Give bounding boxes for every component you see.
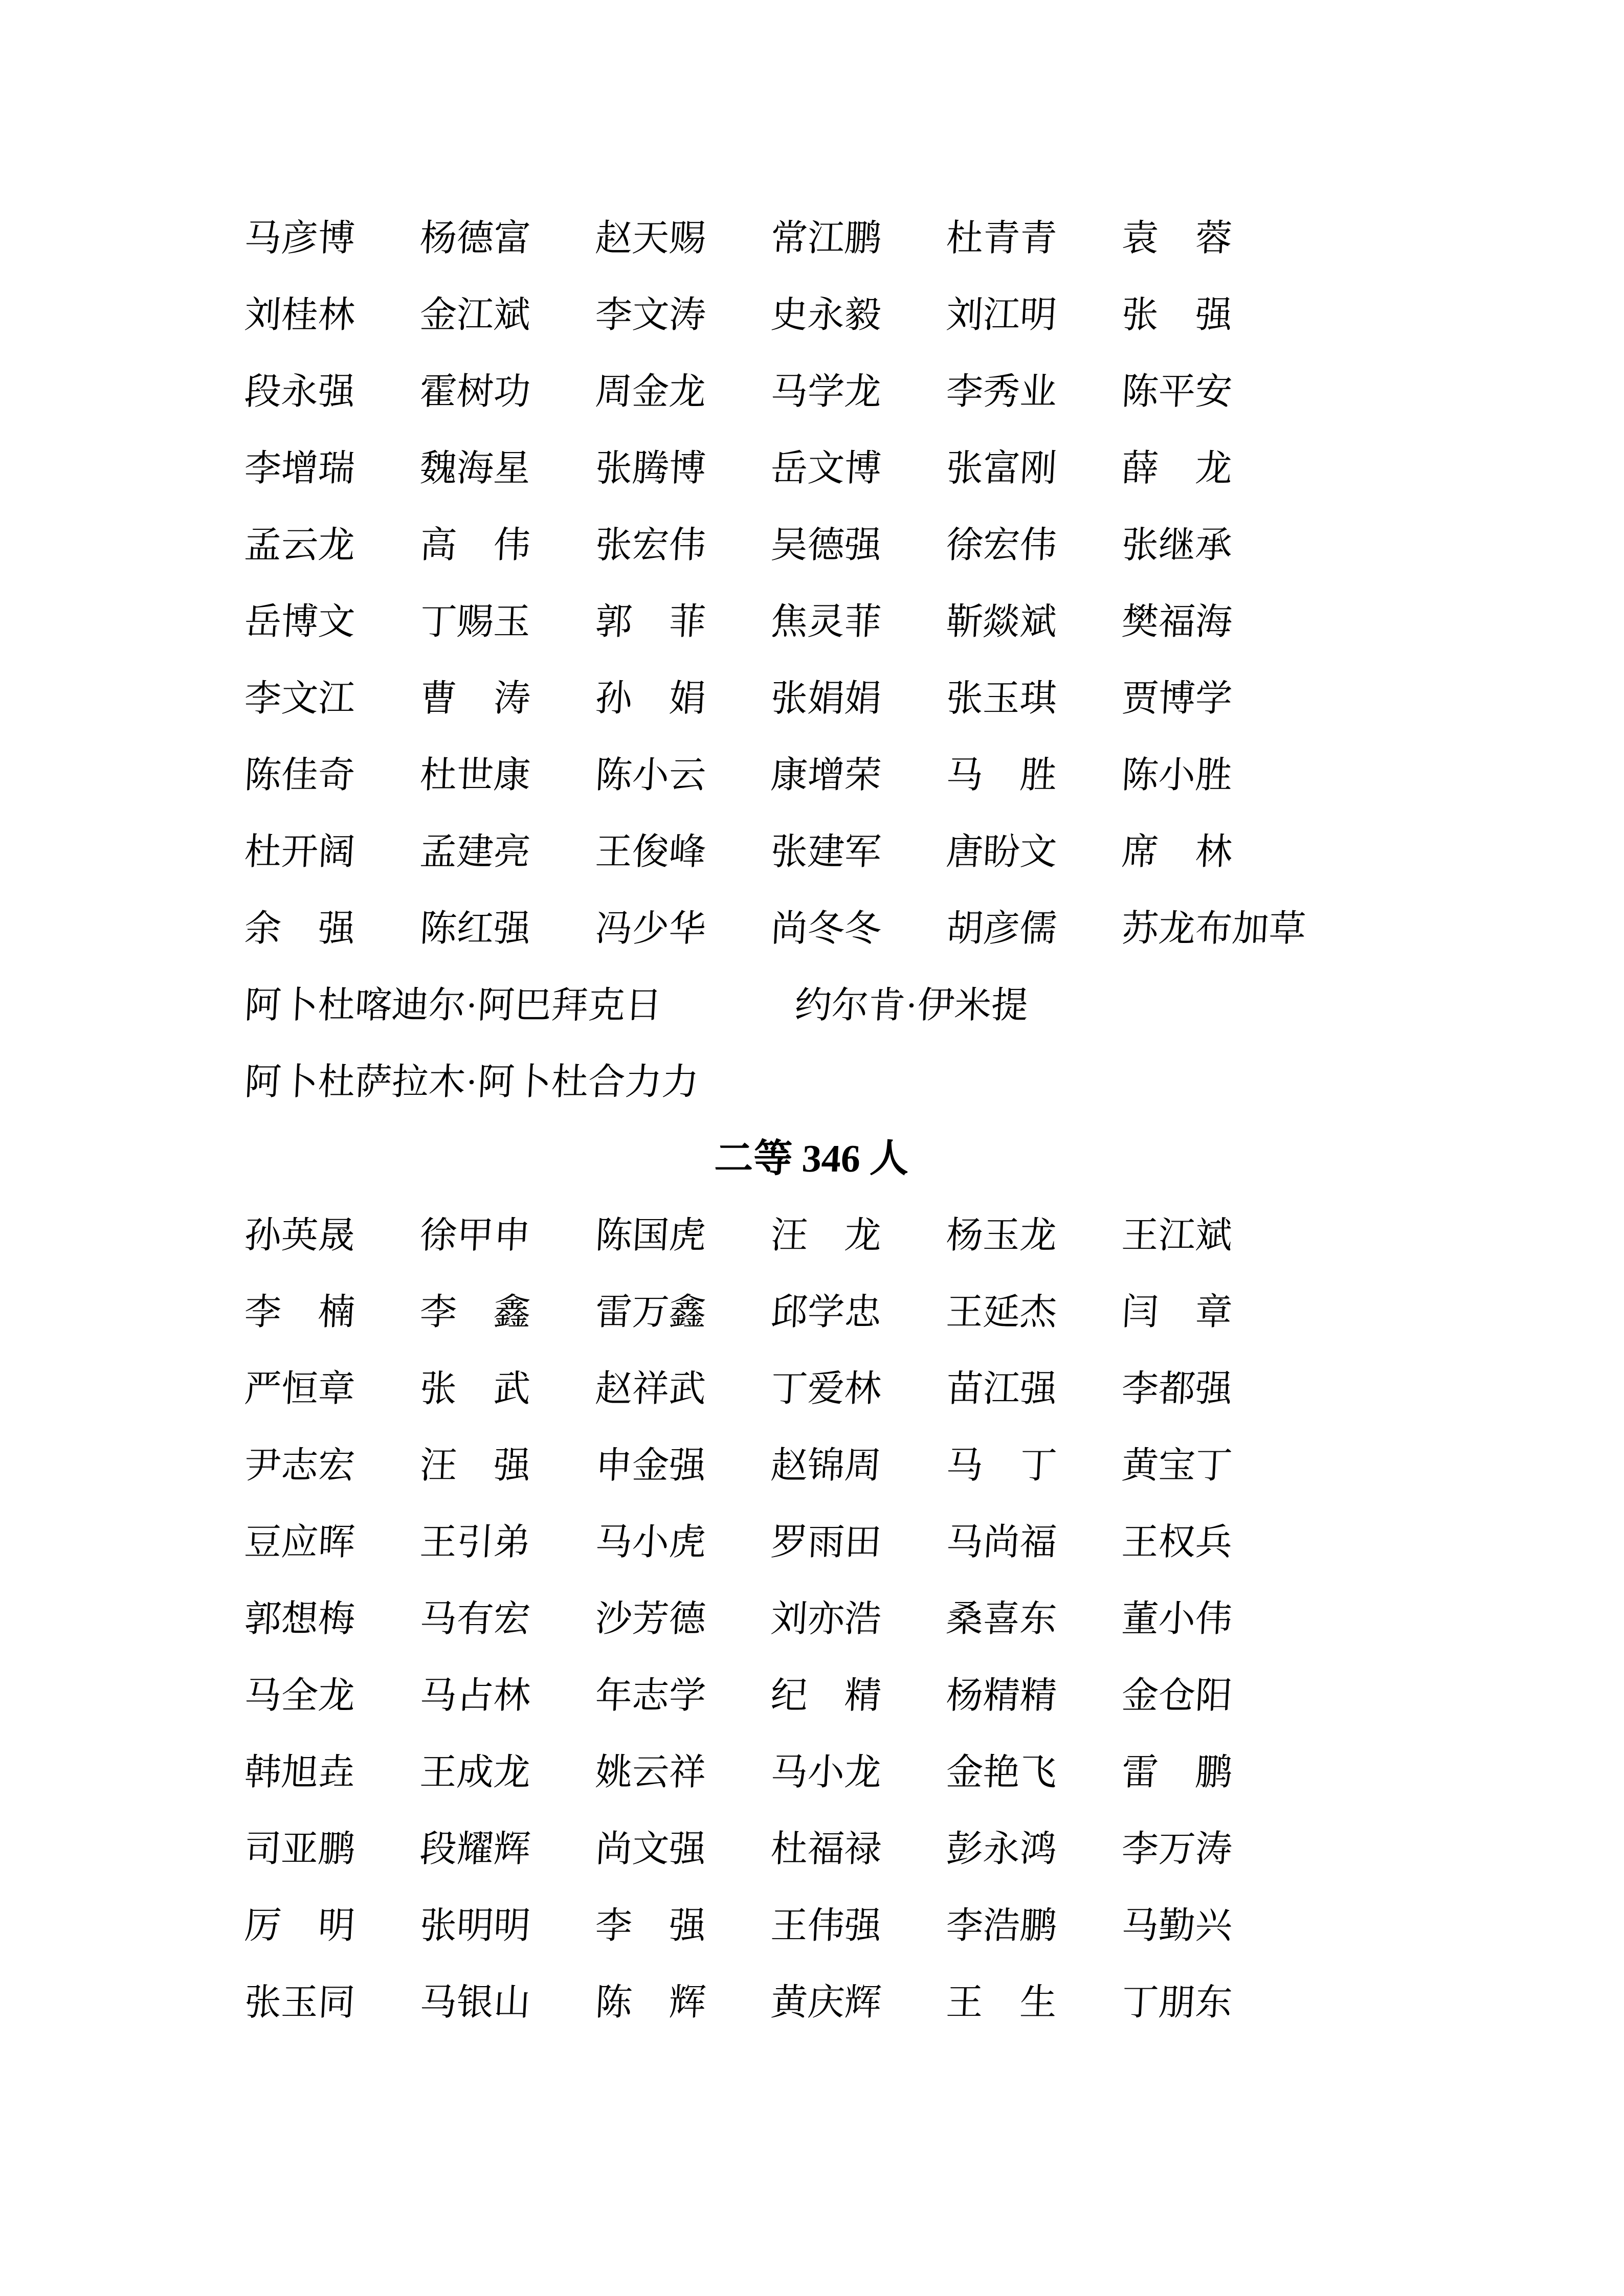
- person-name: 刘亦浩: [769, 1599, 883, 1639]
- name-row: [242, 353, 1234, 430]
- person-name: 段耀辉: [418, 1829, 532, 1870]
- person-name: 王成龙: [418, 1752, 532, 1793]
- person-name: 李文江: [243, 678, 357, 719]
- name-grid-top: [243, 200, 1307, 967]
- name-row: [242, 660, 1234, 737]
- name-row: [242, 1197, 1234, 1274]
- name-row: [242, 737, 1234, 814]
- person-name: 郭想梅: [243, 1599, 357, 1639]
- name-row: [242, 1964, 1234, 2041]
- person-name: 尹志宏: [243, 1445, 357, 1486]
- person-name: 孙 娟: [594, 678, 707, 719]
- person-name: 阿卜杜萨拉木·阿卜杜合力力: [243, 1062, 700, 1102]
- person-name: 陈佳奇: [243, 755, 357, 796]
- person-name: 贾博学: [1120, 678, 1234, 719]
- person-name: 张腾博: [594, 448, 707, 489]
- person-name: 马占林: [418, 1675, 532, 1716]
- section-heading: 二等 346 人: [713, 1137, 910, 1180]
- person-name: 豆应晖: [243, 1522, 357, 1563]
- person-name: 胡彦儒: [945, 908, 1058, 949]
- person-name: 魏海星: [418, 448, 532, 489]
- person-name: 李浩鹏: [945, 1905, 1058, 1946]
- person-name: 赵祥武: [594, 1368, 707, 1409]
- person-name: 常江鹏: [769, 218, 883, 259]
- person-name: 闫 章: [1120, 1292, 1234, 1333]
- person-name: 焦灵菲: [769, 601, 883, 642]
- person-name: 黄宝丁: [1120, 1445, 1234, 1486]
- name-row: [242, 277, 1234, 353]
- person-name: 马有宏: [418, 1599, 532, 1639]
- person-name: 王伟强: [769, 1905, 883, 1946]
- person-name: 陈小胜: [1120, 755, 1234, 796]
- person-name: 雷 鹏: [1120, 1752, 1234, 1793]
- person-name: 雷万鑫: [594, 1292, 707, 1333]
- person-name: 李增瑞: [243, 448, 357, 489]
- person-name: 沙芳德: [594, 1599, 707, 1639]
- person-name: 唐盼文: [945, 831, 1058, 872]
- section-heading-row: [242, 1120, 1234, 1197]
- person-name: 韩旭垚: [243, 1752, 357, 1793]
- person-name: 马全龙: [243, 1675, 357, 1716]
- person-name: 赵天赐: [594, 218, 707, 259]
- person-name: 桑喜东: [945, 1599, 1058, 1639]
- person-name: 吴德强: [769, 525, 883, 566]
- person-name: 阿卜杜喀迪尔·阿巴拜克日: [243, 985, 663, 1026]
- person-name: 王江斌: [1120, 1215, 1234, 1256]
- name-row: [242, 1274, 1234, 1350]
- person-name: 李 鑫: [418, 1292, 532, 1333]
- person-name: 张 武: [418, 1368, 532, 1409]
- person-name: 邱学忠: [769, 1292, 883, 1333]
- person-name: 杜福禄: [769, 1829, 883, 1870]
- person-name: 高 伟: [418, 525, 532, 566]
- person-name: 王俊峰: [594, 831, 707, 872]
- long-name-row: [242, 967, 1234, 1044]
- person-name: 马小龙: [769, 1752, 883, 1793]
- person-name: 张建军: [769, 831, 883, 872]
- person-name: 金江斌: [418, 295, 532, 335]
- person-name: 司亚鹏: [243, 1829, 357, 1870]
- person-name: 袁 蓉: [1120, 218, 1234, 259]
- person-name: 王引弟: [418, 1522, 532, 1563]
- person-name: 申金强: [594, 1445, 707, 1486]
- person-name: 张 强: [1120, 295, 1234, 335]
- name-row: [242, 1734, 1234, 1811]
- person-name: 丁爱林: [769, 1368, 883, 1409]
- person-name: 徐甲申: [418, 1215, 532, 1256]
- person-name: 岳文博: [769, 448, 883, 489]
- person-name: 张玉同: [243, 1982, 357, 2023]
- name-grid-bottom: [244, 1197, 1232, 2041]
- person-name: 马小虎: [594, 1522, 707, 1563]
- person-name: 周金龙: [594, 371, 707, 412]
- person-name: 年志学: [594, 1675, 707, 1716]
- person-name: 张娟娟: [769, 678, 883, 719]
- person-name: 徐宏伟: [945, 525, 1058, 566]
- person-name: 孙英晟: [243, 1215, 357, 1256]
- name-row: [242, 200, 1234, 277]
- person-name: 刘江明: [945, 295, 1058, 335]
- name-row: [242, 1350, 1234, 1427]
- person-name: 曹 涛: [418, 678, 532, 719]
- person-name: 陈小云: [594, 755, 707, 796]
- person-name: 苗江强: [945, 1368, 1058, 1409]
- person-name: 张宏伟: [594, 525, 707, 566]
- person-name: 马 丁: [945, 1445, 1058, 1486]
- name-row: [242, 1657, 1234, 1734]
- name-row: [242, 1581, 1234, 1657]
- person-name: 陈 辉: [594, 1982, 707, 2023]
- person-name: 段永强: [243, 371, 357, 412]
- person-name: 康增荣: [769, 755, 883, 796]
- person-name: 黄庆辉: [769, 1982, 883, 2023]
- person-name: 刘桂林: [243, 295, 357, 335]
- person-name: 张玉琪: [945, 678, 1058, 719]
- person-name: 杨德富: [418, 218, 532, 259]
- person-name: 霍树功: [418, 371, 532, 412]
- person-name: 彭永鸿: [945, 1829, 1058, 1870]
- person-name: 马银山: [418, 1982, 532, 2023]
- name-row: [242, 814, 1234, 890]
- person-name: 王权兵: [1120, 1522, 1234, 1563]
- person-name: 张明明: [418, 1905, 532, 1946]
- name-row: [242, 430, 1234, 507]
- person-name: 孟建亮: [418, 831, 532, 872]
- person-name: 陈红强: [418, 908, 532, 949]
- person-name: 杨玉龙: [945, 1215, 1058, 1256]
- person-name: 杜青青: [945, 218, 1058, 259]
- person-name: 靳燚斌: [945, 601, 1058, 642]
- person-name: 张富刚: [945, 448, 1058, 489]
- person-name: 杨精精: [945, 1675, 1058, 1716]
- person-name: 马 胜: [945, 755, 1058, 796]
- person-name: 郭 菲: [594, 601, 707, 642]
- person-name: 李秀业: [945, 371, 1058, 412]
- person-name: 薛 龙: [1120, 448, 1234, 489]
- person-name: 李万涛: [1120, 1829, 1234, 1870]
- person-name: 厉 明: [243, 1905, 357, 1946]
- person-name: 金艳飞: [945, 1752, 1058, 1793]
- person-name: 尚冬冬: [769, 908, 883, 949]
- person-name: 李文涛: [594, 295, 707, 335]
- person-name: 王延杰: [945, 1292, 1058, 1333]
- person-name: 席 林: [1120, 831, 1234, 872]
- person-name: 汪 龙: [769, 1215, 883, 1256]
- person-name: 杜世康: [418, 755, 532, 796]
- name-row: [242, 1504, 1234, 1581]
- person-name: 纪 精: [769, 1675, 883, 1716]
- name-row: [242, 1887, 1234, 1964]
- person-name: 陈平安: [1120, 371, 1234, 412]
- person-name: 史永毅: [769, 295, 883, 335]
- person-name: 李 强: [594, 1905, 707, 1946]
- person-name: 苏龙布加草: [1120, 908, 1307, 949]
- name-row: [242, 1427, 1234, 1504]
- person-name: 冯少华: [594, 908, 707, 949]
- person-name: 李都强: [1120, 1368, 1234, 1409]
- name-row: [242, 890, 1307, 967]
- person-name: 罗雨田: [769, 1522, 883, 1563]
- name-row: [242, 1811, 1234, 1887]
- person-name: 汪 强: [418, 1445, 532, 1486]
- award-name-list: [243, 200, 1307, 2041]
- person-name: 杜开阔: [243, 831, 357, 872]
- person-name: 张继承: [1120, 525, 1234, 566]
- person-name: 严恒章: [243, 1368, 357, 1409]
- person-name: 马勤兴: [1120, 1905, 1234, 1946]
- person-name: 尚文强: [594, 1829, 707, 1870]
- person-name: 赵锦周: [769, 1445, 883, 1486]
- person-name: 余 强: [243, 908, 357, 949]
- person-name: 丁赐玉: [418, 601, 532, 642]
- person-name: 岳博文: [243, 601, 357, 642]
- person-name: 姚云祥: [594, 1752, 707, 1793]
- person-name: 约尔肯·伊米提: [793, 985, 1030, 1026]
- person-name: 董小伟: [1120, 1599, 1234, 1639]
- person-name: 王 生: [945, 1982, 1058, 2023]
- person-name: 孟云龙: [243, 525, 357, 566]
- person-name: 樊福海: [1120, 601, 1234, 642]
- person-name: 马学龙: [769, 371, 883, 412]
- person-name: 马尚福: [945, 1522, 1058, 1563]
- person-name: 李 楠: [243, 1292, 357, 1333]
- person-name: 丁朋东: [1120, 1982, 1234, 2023]
- name-row: [242, 507, 1234, 583]
- person-name: 陈国虎: [594, 1215, 707, 1256]
- name-row: [242, 583, 1234, 660]
- long-name-row: [242, 1044, 1234, 1120]
- person-name: 马彦博: [243, 218, 357, 259]
- person-name: 金仓阳: [1120, 1675, 1234, 1716]
